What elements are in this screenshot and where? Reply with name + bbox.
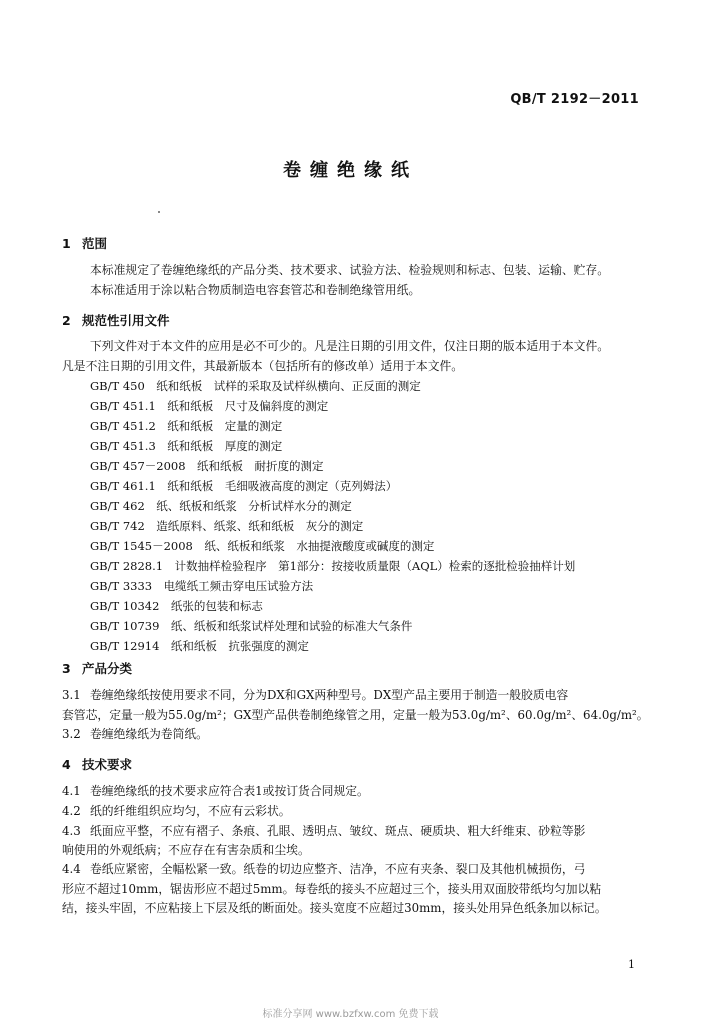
section-title: 范围: [82, 236, 108, 251]
paragraph-line: 本标准适用于涂以粘合物质制造电容套管芯和卷制绝缘管用纸。: [90, 283, 421, 297]
reference-item: GB/T 1545－2008 纸、纸板和纸浆 水抽提液酸度或碱度的测定: [90, 539, 435, 553]
section-title: 技术要求: [82, 757, 133, 772]
standard-number: QB/T 2192－2011: [510, 92, 639, 107]
clause-number: 4.4: [62, 862, 81, 876]
clause-number: 3.2: [62, 727, 81, 741]
reference-item: GB/T 2828.1 计数抽样检验程序 第1部分：按接收质量限（AQL）检索的逐批检验抽样计划: [90, 559, 576, 573]
clause-text: 纸面应平整，不应有褶子、条痕、孔眼、透明点、皱纹、斑点、硬质块、粗大纤维束、砂粒等影: [90, 824, 586, 838]
clause-text: 卷纸应紧密，全幅松紧一致。纸卷的切边应整齐、洁净，不应有夹条、裂口及其他机械损伤，弓: [90, 862, 586, 876]
paragraph-line: 本标准规定了卷缠绝缘纸的产品分类、技术要求、试验方法、检验规则和标志、包装、运输、贮存。: [90, 263, 610, 277]
reference-item: GB/T 462 纸、纸板和纸浆 分析试样水分的测定: [90, 499, 352, 513]
paragraph-line: 响使用的外观纸病；不应存在有害杂质和尘埃。: [62, 843, 310, 857]
clause-number: 4.3: [62, 824, 81, 838]
section-2-heading: [62, 311, 170, 329]
reference-item: GB/T 3333 电缆纸工频击穿电压试验方法: [90, 579, 314, 593]
clause-3-1: [62, 685, 568, 705]
clause-text: 纸的纤维组织应均匀，不应有云彩状。: [90, 804, 291, 818]
clause-text: 卷缠绝缘纸为卷筒纸。: [90, 727, 208, 741]
reference-item: GB/T 742 造纸原料、纸浆、纸和纸板 灰分的测定: [90, 519, 364, 533]
section-4-heading: [62, 755, 132, 773]
section-3-heading: [62, 659, 132, 677]
section-number: 2: [62, 313, 71, 328]
reference-item: GB/T 12914 纸和纸板 抗张强度的测定: [90, 639, 309, 653]
reference-item: GB/T 10342 纸张的包装和标志: [90, 599, 263, 613]
section-1-heading: [62, 234, 107, 252]
clause-number: 3.1: [62, 688, 81, 702]
document-title: 卷缠绝缘纸: [283, 160, 418, 181]
clause-number: 4.2: [62, 804, 81, 818]
section-title: 规范性引用文件: [82, 313, 170, 328]
reference-item: GB/T 461.1 纸和纸板 毛细吸液高度的测定（克列姆法）: [90, 479, 398, 493]
paragraph-line: 形应不超过10mm，锯齿形应不超过5mm。每卷纸的接头不应超过三个，接头用双面胶带纸均匀加以粘: [62, 882, 602, 896]
reference-item: GB/T 450 纸和纸板 试样的采取及试样纵横向、正反面的测定: [90, 379, 421, 393]
clause-4-2: [62, 801, 291, 821]
reference-item: GB/T 451.2 纸和纸板 定量的测定: [90, 419, 283, 433]
section-number: 1: [62, 236, 71, 251]
clause-3-2: [62, 724, 208, 744]
section-number: 3: [62, 661, 71, 676]
paragraph-line: 套管芯，定量一般为55.0g/m²；GX型产品供卷制绝缘管之用，定量一般为53.0g/m²、60.0g/m²、64.0g/m²。: [62, 708, 649, 722]
clause-text: 卷缠绝缘纸的技术要求应符合表1或按订货合同规定。: [90, 784, 369, 798]
clause-4-4: [62, 859, 585, 879]
clause-4-1: [62, 781, 369, 801]
reference-item: GB/T 451.3 纸和纸板 厚度的测定: [90, 439, 283, 453]
clause-number: 4.1: [62, 784, 81, 798]
paragraph-line: 下列文件对于本文件的应用是必不可少的。凡是注日期的引用文件，仅注日期的版本适用于本文件。: [90, 339, 610, 353]
watermark: 标准分享网 www.bzfxw.com 免费下载: [262, 1009, 439, 1020]
paragraph-line: 结，接头牢固，不应粘接上下层及纸的断面处。接头宽度不应超过30mm，接头处用异色纸条加以标记。: [62, 901, 607, 915]
section-number: 4: [62, 757, 71, 772]
clause-text: 卷缠绝缘纸按使用要求不同，分为DX和GX两种型号。DX型产品主要用于制造一般胶质电容: [90, 688, 569, 702]
reference-item: GB/T 10739 纸、纸板和纸浆试样处理和试验的标准大气条件: [90, 619, 413, 633]
section-title: 产品分类: [82, 661, 133, 676]
reference-item: GB/T 457－2008 纸和纸板 耐折度的测定: [90, 459, 324, 473]
clause-4-3: [62, 821, 585, 841]
paragraph-line: 凡是不注日期的引用文件，其最新版本（包括所有的修改单）适用于本文件。: [62, 359, 464, 373]
decorative-dot: [158, 211, 160, 213]
reference-item: GB/T 451.1 纸和纸板 尺寸及偏斜度的测定: [90, 399, 329, 413]
page-number: 1: [628, 958, 635, 971]
